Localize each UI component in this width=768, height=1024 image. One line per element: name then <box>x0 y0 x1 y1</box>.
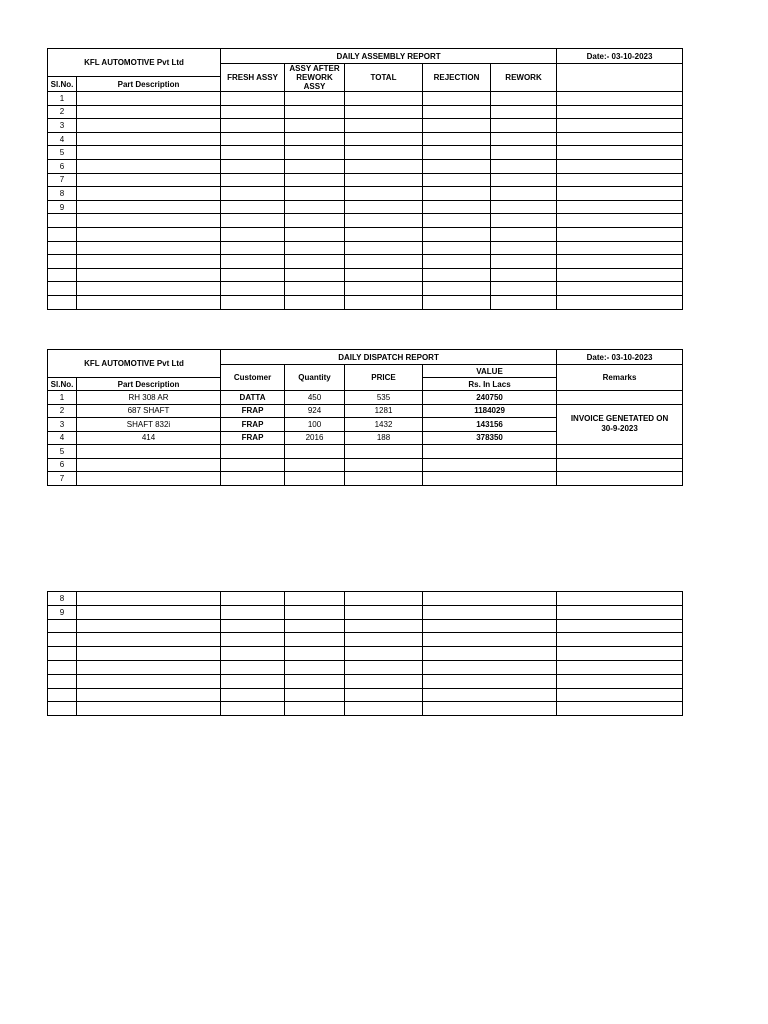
empty-cell <box>221 200 285 214</box>
empty-cell <box>77 105 221 119</box>
empty-cell <box>557 173 683 187</box>
empty-cell <box>557 688 683 702</box>
empty-cell <box>221 674 285 688</box>
quantity-cell: 100 <box>285 418 345 432</box>
empty-cell <box>285 227 345 241</box>
part-description-cell: 414 <box>77 431 221 445</box>
slno-cell: 5 <box>48 445 77 459</box>
table-row <box>48 605 683 619</box>
col-header-value-unit: Rs. In Lacs <box>423 378 557 391</box>
empty-cell <box>77 295 221 309</box>
empty-cell <box>345 702 423 716</box>
empty-cell <box>77 619 221 633</box>
empty-cell <box>285 647 345 661</box>
empty-cell <box>77 633 221 647</box>
customer-cell: DATTA <box>221 391 285 405</box>
empty-cell <box>423 619 557 633</box>
assembly-report-table <box>47 48 683 310</box>
empty-cell <box>345 105 423 119</box>
empty-cell <box>77 92 221 106</box>
customer-cell <box>221 458 285 472</box>
price-cell <box>345 472 423 486</box>
empty-cell <box>557 227 683 241</box>
empty-cell <box>491 295 557 309</box>
assembly-rows <box>48 92 683 310</box>
empty-cell <box>557 105 683 119</box>
report-title: DAILY DISPATCH REPORT <box>221 350 557 365</box>
customer-cell: FRAP <box>221 404 285 418</box>
col-header-customer: Customer <box>221 365 285 391</box>
empty-cell <box>423 132 491 146</box>
empty-cell <box>423 660 557 674</box>
empty-cell <box>345 119 423 133</box>
empty-cell <box>557 619 683 633</box>
remarks-cell <box>557 391 683 405</box>
slno-cell: 2 <box>48 105 77 119</box>
company-name: KFL AUTOMOTIVE Pvt Ltd <box>48 350 221 378</box>
empty-cell <box>285 592 345 606</box>
value-cell <box>423 458 557 472</box>
slno-cell <box>48 227 77 241</box>
table-row <box>48 241 683 255</box>
slno-cell: 2 <box>48 404 77 418</box>
empty-cell <box>423 159 491 173</box>
table-row <box>48 633 683 647</box>
empty-cell <box>77 282 221 296</box>
empty-cell <box>345 241 423 255</box>
empty-cell <box>557 241 683 255</box>
col-header-part-description: Part Description <box>77 77 221 92</box>
empty-cell <box>285 268 345 282</box>
empty-cell <box>491 173 557 187</box>
empty-cell <box>557 200 683 214</box>
slno-cell: 9 <box>48 605 77 619</box>
empty-cell <box>345 688 423 702</box>
empty-cell <box>77 660 221 674</box>
empty-cell <box>221 255 285 269</box>
part-description-cell <box>77 458 221 472</box>
table-row <box>48 105 683 119</box>
empty-cell <box>77 241 221 255</box>
table-row <box>48 702 683 716</box>
table-row <box>48 255 683 269</box>
company-name: KFL AUTOMOTIVE Pvt Ltd <box>48 49 221 77</box>
value-cell: 143156 <box>423 418 557 432</box>
value-cell: 378350 <box>423 431 557 445</box>
empty-cell <box>345 619 423 633</box>
empty-cell <box>423 92 491 106</box>
empty-cell <box>221 241 285 255</box>
col-header-quantity: Quantity <box>285 365 345 391</box>
empty-cell <box>221 214 285 228</box>
remarks-cell <box>557 445 683 459</box>
invoice-remark: INVOICE GENETATED ON 30-9-2023 <box>557 404 683 445</box>
empty-cell <box>285 282 345 296</box>
empty-cell <box>491 187 557 201</box>
table-row <box>48 119 683 133</box>
empty-cell <box>423 146 491 160</box>
table-row <box>48 391 683 405</box>
empty-cell <box>285 119 345 133</box>
col-header-assy-after-rework: ASSY AFTER REWORK ASSY <box>285 64 345 92</box>
quantity-cell: 924 <box>285 404 345 418</box>
empty-cell <box>423 633 557 647</box>
slno-cell: 6 <box>48 458 77 472</box>
empty-cell <box>557 187 683 201</box>
empty-cell <box>557 132 683 146</box>
empty-cell <box>77 132 221 146</box>
empty-cell <box>221 647 285 661</box>
empty-cell <box>77 200 221 214</box>
empty-cell <box>285 295 345 309</box>
empty-cell <box>423 119 491 133</box>
empty-cell <box>77 592 221 606</box>
empty-cell <box>77 119 221 133</box>
empty-cell <box>423 647 557 661</box>
empty-cell <box>345 282 423 296</box>
empty-cell <box>221 119 285 133</box>
part-description-cell: SHAFT 832i <box>77 418 221 432</box>
table-row <box>48 688 683 702</box>
table-row <box>48 187 683 201</box>
empty-cell <box>491 268 557 282</box>
slno-cell: 8 <box>48 592 77 606</box>
empty-cell <box>345 146 423 160</box>
empty-cell <box>423 268 491 282</box>
empty-cell <box>557 92 683 106</box>
table-row <box>48 268 683 282</box>
empty-cell <box>345 592 423 606</box>
empty-cell <box>423 200 491 214</box>
empty-cell <box>557 214 683 228</box>
empty-cell <box>285 92 345 106</box>
empty-cell <box>491 200 557 214</box>
empty-cell <box>557 660 683 674</box>
col-header-part-description: Part Description <box>77 378 221 391</box>
empty-cell <box>345 674 423 688</box>
slno-cell: 7 <box>48 472 77 486</box>
empty-cell <box>285 214 345 228</box>
slno-cell <box>48 702 77 716</box>
slno-cell <box>48 619 77 633</box>
empty-cell <box>491 255 557 269</box>
empty-cell <box>345 173 423 187</box>
table-row <box>48 159 683 173</box>
customer-cell <box>221 472 285 486</box>
empty-cell <box>285 702 345 716</box>
report-title: DAILY ASSEMBLY REPORT <box>221 49 557 64</box>
table-row <box>48 472 683 486</box>
value-cell <box>423 445 557 459</box>
empty-cell <box>491 105 557 119</box>
empty-cell <box>285 633 345 647</box>
dispatch-report-table <box>47 349 683 486</box>
slno-cell: 7 <box>48 173 77 187</box>
empty-cell <box>77 255 221 269</box>
empty-cell <box>285 173 345 187</box>
table-row <box>48 92 683 106</box>
slno-cell: 3 <box>48 119 77 133</box>
empty-cell <box>221 702 285 716</box>
col-header-price: PRICE <box>345 365 423 391</box>
slno-cell <box>48 241 77 255</box>
blank-header-cell <box>557 64 683 92</box>
quantity-cell: 450 <box>285 391 345 405</box>
empty-cell <box>491 241 557 255</box>
slno-cell: 9 <box>48 200 77 214</box>
table-row <box>48 173 683 187</box>
slno-cell <box>48 255 77 269</box>
empty-cell <box>423 227 491 241</box>
empty-cell <box>557 268 683 282</box>
table-row <box>48 295 683 309</box>
empty-cell <box>221 295 285 309</box>
table-row <box>48 592 683 606</box>
empty-cell <box>221 227 285 241</box>
empty-cell <box>345 200 423 214</box>
empty-cell <box>423 214 491 228</box>
customer-cell: FRAP <box>221 418 285 432</box>
empty-cell <box>491 227 557 241</box>
price-cell <box>345 458 423 472</box>
dispatch-rows <box>48 391 683 486</box>
empty-cell <box>491 159 557 173</box>
empty-cell <box>345 295 423 309</box>
table-row <box>48 132 683 146</box>
empty-cell <box>345 605 423 619</box>
slno-cell: 1 <box>48 92 77 106</box>
continuation-rows <box>48 592 683 716</box>
empty-cell <box>285 255 345 269</box>
slno-cell <box>48 633 77 647</box>
empty-cell <box>77 647 221 661</box>
table-row <box>48 647 683 661</box>
empty-cell <box>285 605 345 619</box>
table-row <box>48 282 683 296</box>
empty-cell <box>345 255 423 269</box>
empty-cell <box>345 660 423 674</box>
empty-cell <box>423 674 557 688</box>
empty-cell <box>491 132 557 146</box>
col-header-total: TOTAL <box>345 64 423 92</box>
table-row <box>48 227 683 241</box>
empty-cell <box>345 647 423 661</box>
table-row <box>48 674 683 688</box>
empty-cell <box>221 105 285 119</box>
empty-cell <box>491 119 557 133</box>
empty-cell <box>345 159 423 173</box>
col-header-fresh-assy: FRESH ASSY <box>221 64 285 92</box>
empty-cell <box>221 619 285 633</box>
empty-cell <box>221 592 285 606</box>
slno-cell: 3 <box>48 418 77 432</box>
empty-cell <box>423 592 557 606</box>
empty-cell <box>423 187 491 201</box>
empty-cell <box>221 159 285 173</box>
empty-cell <box>423 702 557 716</box>
slno-cell <box>48 674 77 688</box>
empty-cell <box>345 92 423 106</box>
empty-cell <box>285 241 345 255</box>
price-cell: 188 <box>345 431 423 445</box>
slno-cell <box>48 282 77 296</box>
empty-cell <box>77 702 221 716</box>
empty-cell <box>221 173 285 187</box>
empty-cell <box>285 146 345 160</box>
empty-cell <box>423 688 557 702</box>
empty-cell <box>77 214 221 228</box>
col-header-rejection: REJECTION <box>423 64 491 92</box>
empty-cell <box>345 227 423 241</box>
empty-cell <box>491 92 557 106</box>
value-cell: 1184029 <box>423 404 557 418</box>
empty-cell <box>423 255 491 269</box>
table-row <box>48 146 683 160</box>
empty-cell <box>423 605 557 619</box>
empty-cell <box>221 660 285 674</box>
empty-cell <box>423 282 491 296</box>
part-description-cell: 687 SHAFT <box>77 404 221 418</box>
empty-cell <box>285 132 345 146</box>
customer-cell: FRAP <box>221 431 285 445</box>
table-row <box>48 214 683 228</box>
empty-cell <box>285 688 345 702</box>
empty-cell <box>221 688 285 702</box>
table-row <box>48 619 683 633</box>
empty-cell <box>285 674 345 688</box>
empty-cell <box>557 633 683 647</box>
slno-cell <box>48 660 77 674</box>
empty-cell <box>221 146 285 160</box>
table-row <box>48 458 683 472</box>
empty-cell <box>557 647 683 661</box>
empty-cell <box>423 295 491 309</box>
empty-cell <box>77 674 221 688</box>
price-cell: 1432 <box>345 418 423 432</box>
empty-cell <box>285 159 345 173</box>
slno-cell: 1 <box>48 391 77 405</box>
empty-cell <box>221 633 285 647</box>
empty-cell <box>491 146 557 160</box>
slno-cell: 8 <box>48 187 77 201</box>
table-row <box>48 200 683 214</box>
quantity-cell <box>285 472 345 486</box>
empty-cell <box>221 282 285 296</box>
empty-cell <box>77 688 221 702</box>
col-header-value: VALUE <box>423 365 557 378</box>
empty-cell <box>345 132 423 146</box>
slno-cell: 4 <box>48 132 77 146</box>
empty-cell <box>77 146 221 160</box>
customer-cell <box>221 445 285 459</box>
table-row <box>48 445 683 459</box>
slno-cell <box>48 268 77 282</box>
empty-cell <box>77 605 221 619</box>
empty-cell <box>285 619 345 633</box>
empty-cell <box>77 227 221 241</box>
empty-cell <box>77 268 221 282</box>
quantity-cell: 2016 <box>285 431 345 445</box>
empty-cell <box>557 119 683 133</box>
empty-cell <box>77 173 221 187</box>
quantity-cell <box>285 458 345 472</box>
empty-cell <box>285 660 345 674</box>
continuation-table <box>47 591 683 716</box>
part-description-cell <box>77 445 221 459</box>
slno-cell <box>48 214 77 228</box>
empty-cell <box>221 132 285 146</box>
empty-cell <box>557 605 683 619</box>
empty-cell <box>221 268 285 282</box>
empty-cell <box>221 605 285 619</box>
empty-cell <box>221 187 285 201</box>
empty-cell <box>77 187 221 201</box>
value-cell: 240750 <box>423 391 557 405</box>
report-date: Date:- 03-10-2023 <box>557 49 683 64</box>
empty-cell <box>557 592 683 606</box>
remarks-cell <box>557 472 683 486</box>
table-row <box>48 404 683 418</box>
slno-cell <box>48 688 77 702</box>
empty-cell <box>557 702 683 716</box>
value-cell <box>423 472 557 486</box>
slno-cell: 5 <box>48 146 77 160</box>
empty-cell <box>491 282 557 296</box>
col-header-remarks: Remarks <box>557 365 683 391</box>
empty-cell <box>345 214 423 228</box>
empty-cell <box>423 241 491 255</box>
empty-cell <box>557 255 683 269</box>
empty-cell <box>557 146 683 160</box>
col-header-slno: Sl.No. <box>48 378 77 391</box>
empty-cell <box>557 674 683 688</box>
col-header-rework: REWORK <box>491 64 557 92</box>
empty-cell <box>491 214 557 228</box>
empty-cell <box>285 187 345 201</box>
table-row <box>48 660 683 674</box>
slno-cell <box>48 295 77 309</box>
empty-cell <box>557 159 683 173</box>
slno-cell: 4 <box>48 431 77 445</box>
remarks-cell <box>557 458 683 472</box>
empty-cell <box>423 173 491 187</box>
price-cell: 1281 <box>345 404 423 418</box>
empty-cell <box>77 159 221 173</box>
empty-cell <box>345 633 423 647</box>
report-date: Date:- 03-10-2023 <box>557 350 683 365</box>
empty-cell <box>345 268 423 282</box>
slno-cell: 6 <box>48 159 77 173</box>
empty-cell <box>221 92 285 106</box>
empty-cell <box>557 295 683 309</box>
empty-cell <box>345 187 423 201</box>
part-description-cell <box>77 472 221 486</box>
price-cell: 535 <box>345 391 423 405</box>
part-description-cell: RH 308 AR <box>77 391 221 405</box>
price-cell <box>345 445 423 459</box>
empty-cell <box>285 105 345 119</box>
empty-cell <box>285 200 345 214</box>
empty-cell <box>557 282 683 296</box>
slno-cell <box>48 647 77 661</box>
empty-cell <box>423 105 491 119</box>
col-header-slno: Sl.No. <box>48 77 77 92</box>
quantity-cell <box>285 445 345 459</box>
